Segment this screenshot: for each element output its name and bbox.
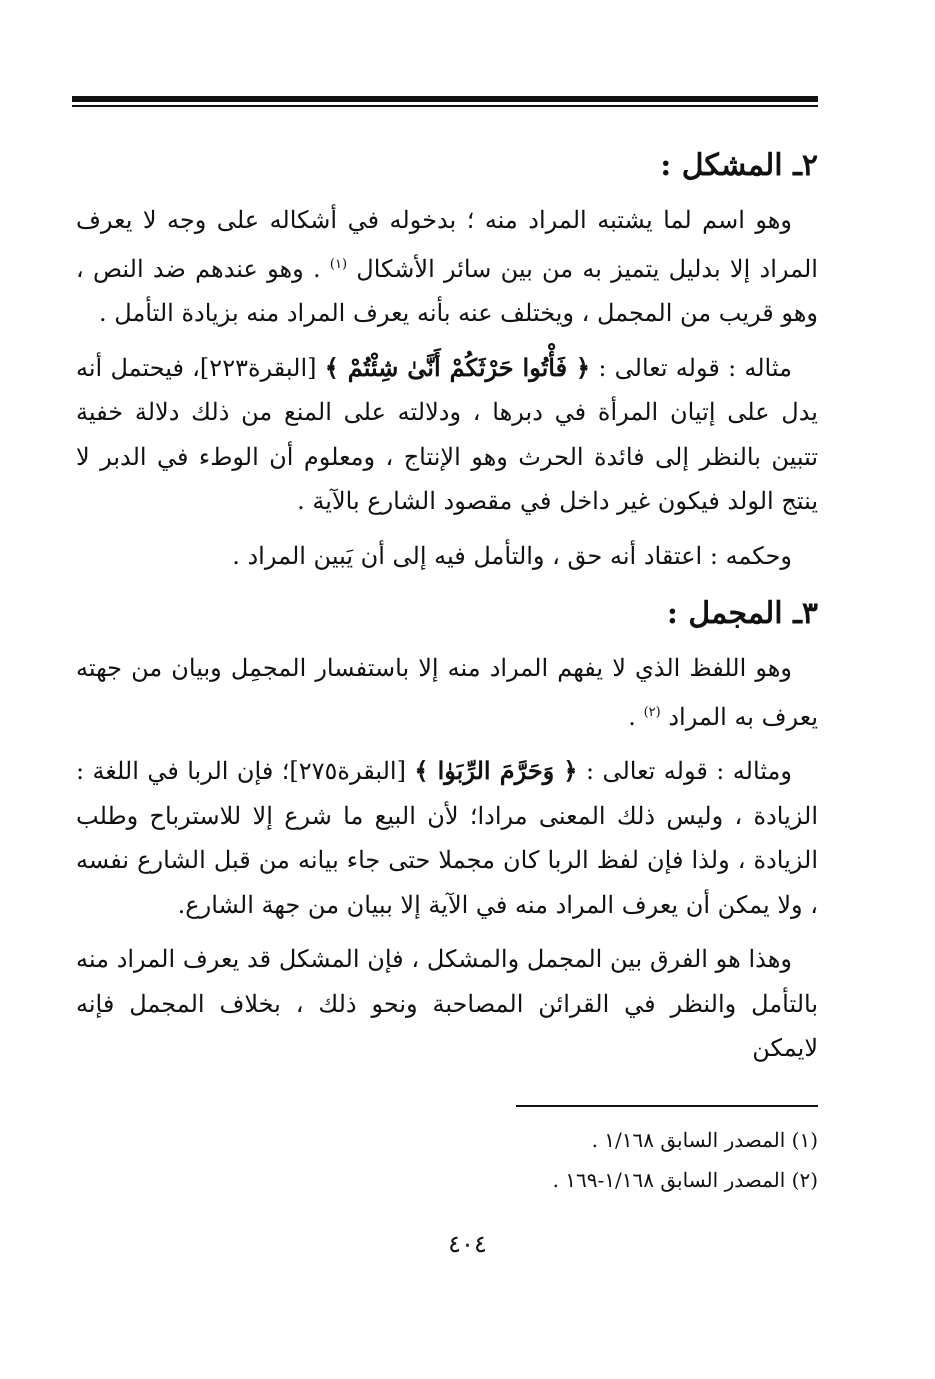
section-heading-mujmal: ٣ـ المجمل : xyxy=(666,596,818,631)
paragraph-difference: وهذا هو الفرق بين المجمل والمشكل ، فإن المشكل قد يعرف المراد منه بالتأمل والنظر في القرائن المصاحبة ونحو ذلك ، بخلاف المجمل فإنه لايمكن xyxy=(76,945,818,1062)
footnote-ref-2: (٢) xyxy=(643,704,661,720)
paragraph-mushkil-definition xyxy=(76,198,818,336)
footnote-1: (١) المصدر السابق ١/١٦٨ . xyxy=(591,1128,818,1152)
paragraph-text: . وهو عندهم ضد النص ، وهو قريب من المجمل ، ويختلف عنه بأنه يعرف المراد منه بزيادة التأمل . xyxy=(76,254,818,327)
footnote-separator xyxy=(516,1105,818,1107)
header-rule-thin xyxy=(72,105,818,107)
page-number: ٤٠٤ xyxy=(448,1230,487,1258)
paragraph-text: ومثاله : قوله تعالى : xyxy=(585,757,792,785)
paragraph-text: . xyxy=(628,702,636,731)
paragraph-text: وهو اللفظ الذي لا يفهم المراد منه إلا باستفسار المجمِل وبيان من جهته يعرف به المراد xyxy=(76,654,818,731)
section-heading-mushkil: ٢ـ المشكل : xyxy=(660,148,818,183)
paragraph-text: [البقرة٢٢٣]، فيحتمل أنه يدل على إتيان المرأة في دبرها ، ودلالته على المنع من ذلك دلالة خفية تتبين بالنظر إلى فائدة الحرث وهو الإنتاج ، ومعلوم أن الوطء في الدبر لا ينتج الولد فيكون غير داخل في مقصود الشارع بالآية . xyxy=(76,353,818,515)
main-text xyxy=(76,140,818,1081)
quran-verse: ﴿ وَحَرَّمَ الرِّبَوٰا ﴾ xyxy=(414,756,578,785)
paragraph-mushkil-ruling: وحكمه : اعتقاد أنه حق ، والتأمل فيه إلى أن يَبين المراد . xyxy=(232,541,792,570)
footnote-ref-1: (١) xyxy=(329,256,348,272)
paragraph-text: وهو اسم لما يشتبه المراد منه ؛ بدخوله في أشكاله على وجه لا يعرف المراد إلا بدليل يتميز به من بين سائر الأشكال xyxy=(76,206,818,283)
footnotes xyxy=(300,1120,818,1200)
paragraph-mujmal-definition xyxy=(76,646,818,739)
paragraph-text: [البقرة٢٧٥]؛ فإن الربا في اللغة : الزيادة ، وليس ذلك المعنى مرادا؛ لأن البيع ما شرع إلا للاسترباح وطلب الزيادة ، ولذا فإن لفظ الربا كان مجملا حتى جاء بيانه من قبل الشارع نفسه ، ولا يمكن أن يعرف المراد منه في الآية إلا ببيان من جهة الشارع. xyxy=(76,757,818,919)
quran-verse: ﴿ فَأْتُوا حَرْثَكُمْ أَنَّىٰ شِئْتُمْ ﴾ xyxy=(324,352,591,382)
paragraph-text: مثاله : قوله تعالى : xyxy=(598,353,792,382)
paragraph-mushkil-example xyxy=(76,346,818,524)
footnote-2: (٢) المصدر السابق ١/١٦٨-١٦٩ . xyxy=(552,1168,818,1192)
paragraph-mujmal-example xyxy=(76,749,818,927)
header-rule-thick xyxy=(72,96,818,102)
